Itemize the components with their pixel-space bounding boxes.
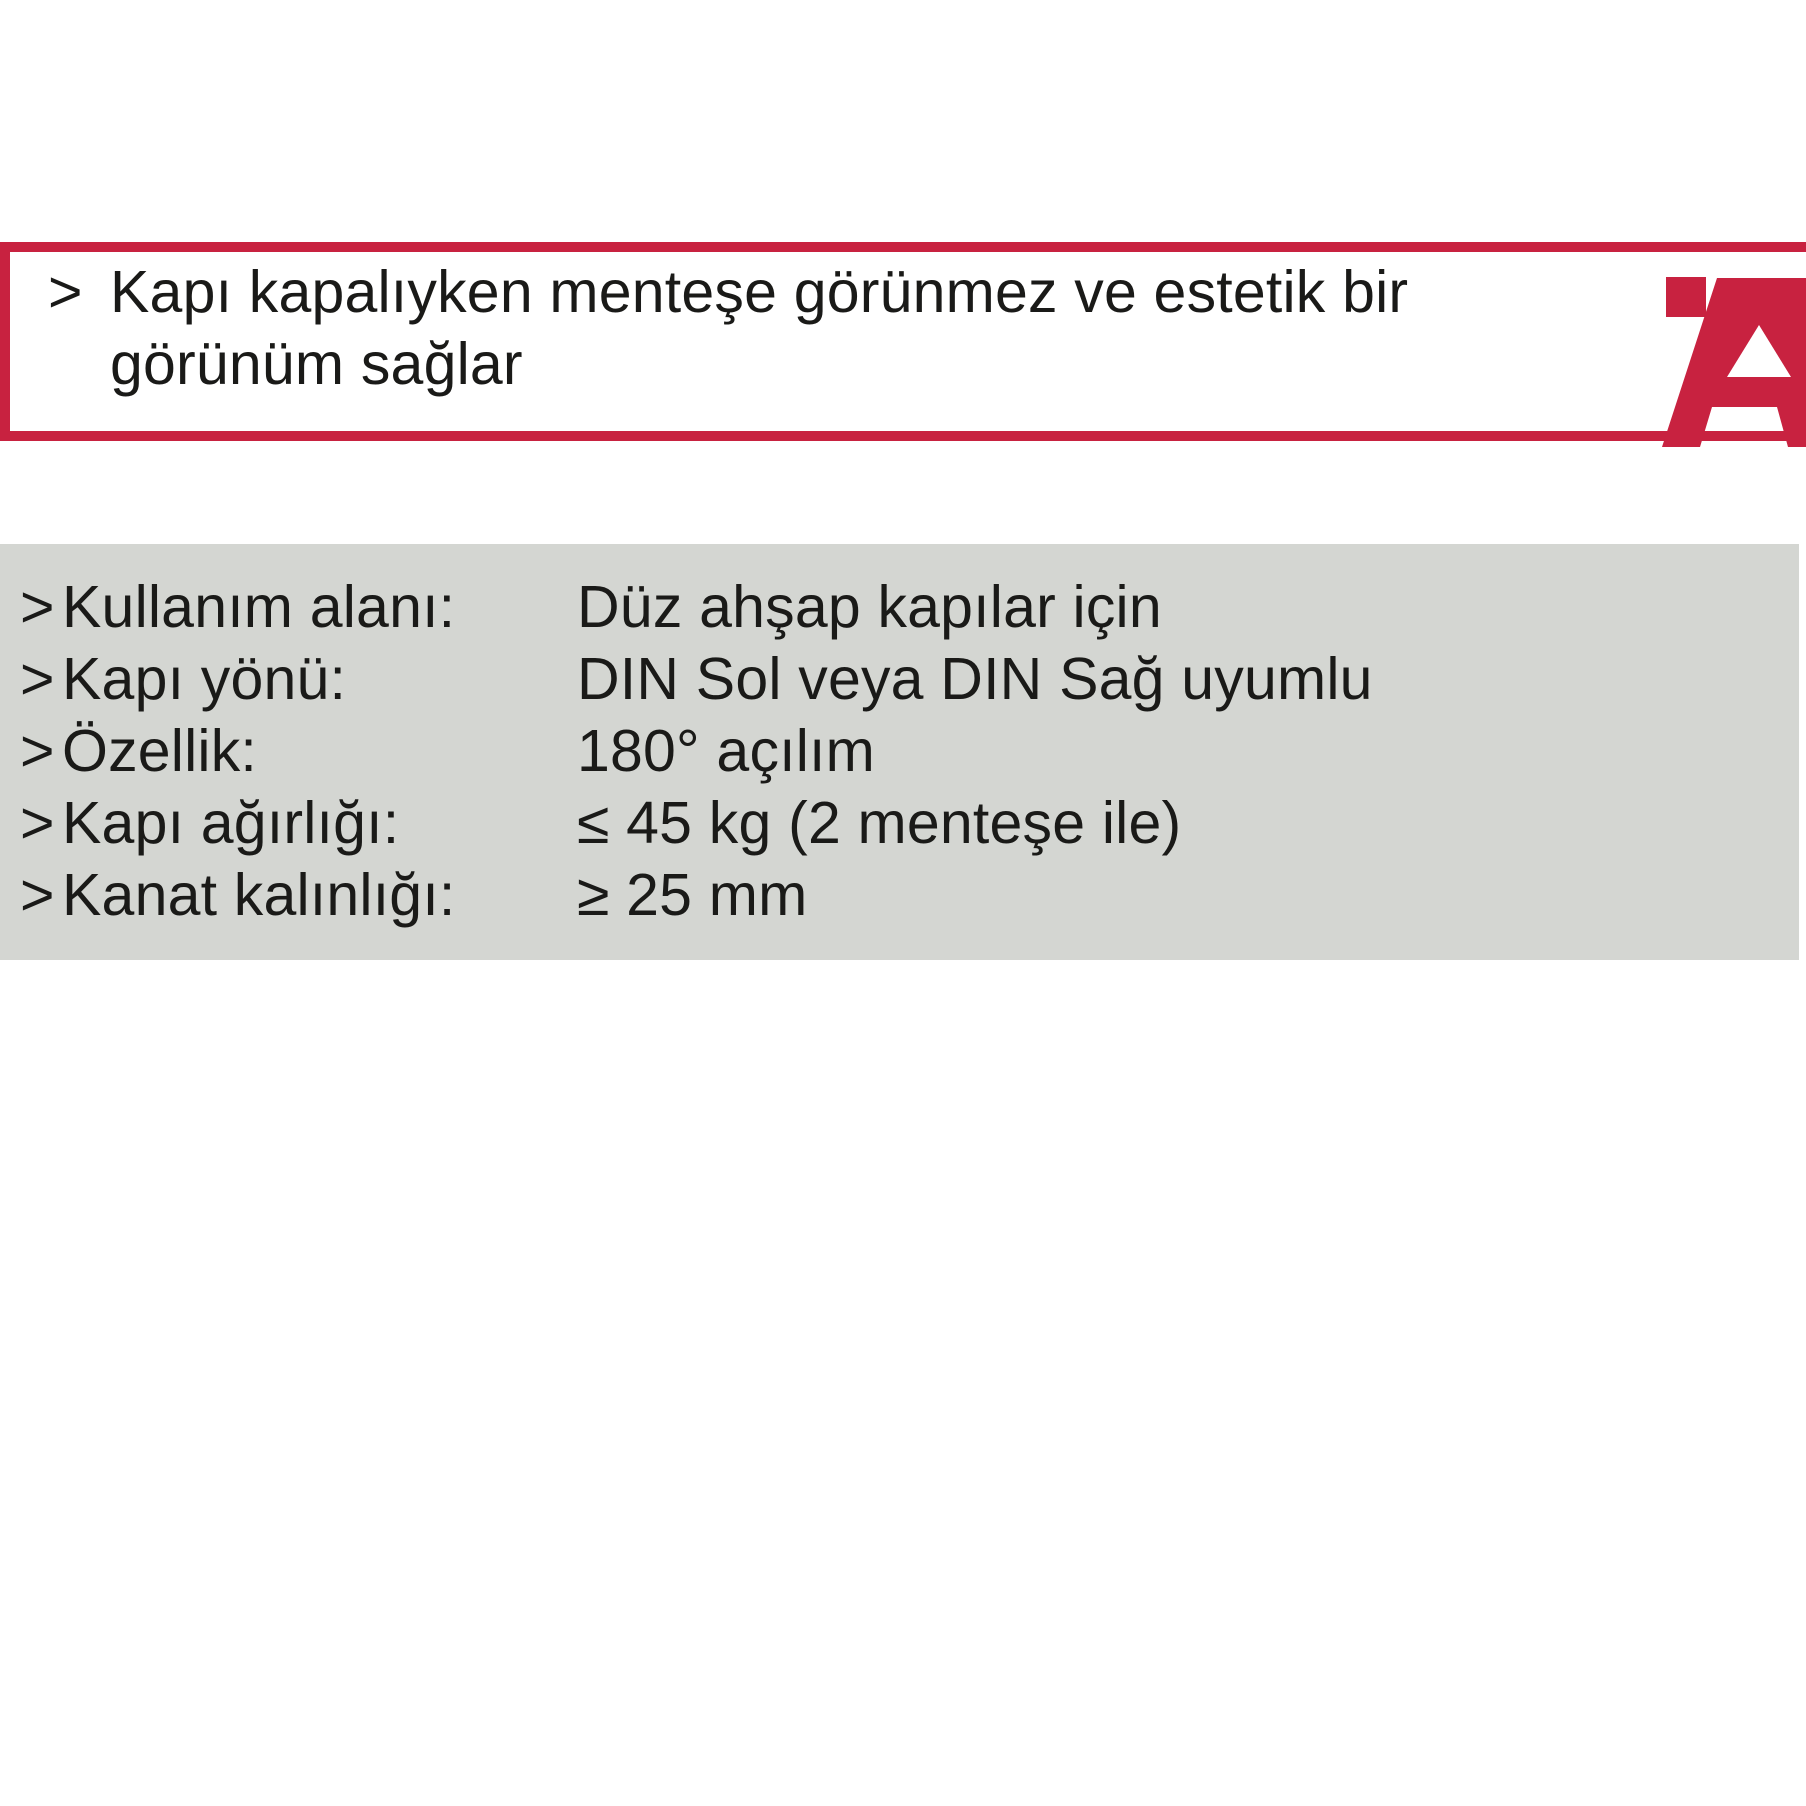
spec-value: ≤ 45 kg (2 menteşe ile) — [577, 790, 1182, 856]
spec-value: ≥ 25 mm — [577, 862, 808, 928]
spec-row-ozellik — [0, 715, 1799, 787]
spec-row-kullanim-alani — [0, 571, 1799, 643]
spec-bullet: > — [20, 862, 55, 928]
spec-panel — [0, 544, 1799, 960]
spec-label: Kanat kalınlığı: — [62, 862, 456, 928]
spec-bullet: > — [20, 718, 55, 784]
spec-value: DIN Sol veya DIN Sağ uyumlu — [577, 646, 1373, 712]
callout-text: Kapı kapalıyken menteşe görünmez ve estetik bir görünüm sağlar — [110, 259, 1409, 397]
spec-label: Özellik: — [62, 718, 258, 784]
brand-logo — [1650, 270, 1806, 450]
spec-row-kapi-agirligi — [0, 787, 1799, 859]
spec-bullet: > — [20, 646, 55, 712]
callout-bullet: > — [48, 259, 83, 325]
spec-label: Kullanım alanı: — [62, 574, 456, 640]
spec-row-kapi-yonu — [0, 643, 1799, 715]
spec-row-kanat-kalinligi — [0, 859, 1799, 931]
logo-square-dot — [1666, 277, 1706, 317]
spec-label: Kapı yönü: — [62, 646, 347, 712]
spec-bullet: > — [20, 574, 55, 640]
spec-bullet: > — [20, 790, 55, 856]
spec-label: Kapı ağırlığı: — [62, 790, 400, 856]
spec-value: Düz ahşap kapılar için — [577, 574, 1162, 640]
spec-value: 180° açılım — [577, 718, 875, 784]
